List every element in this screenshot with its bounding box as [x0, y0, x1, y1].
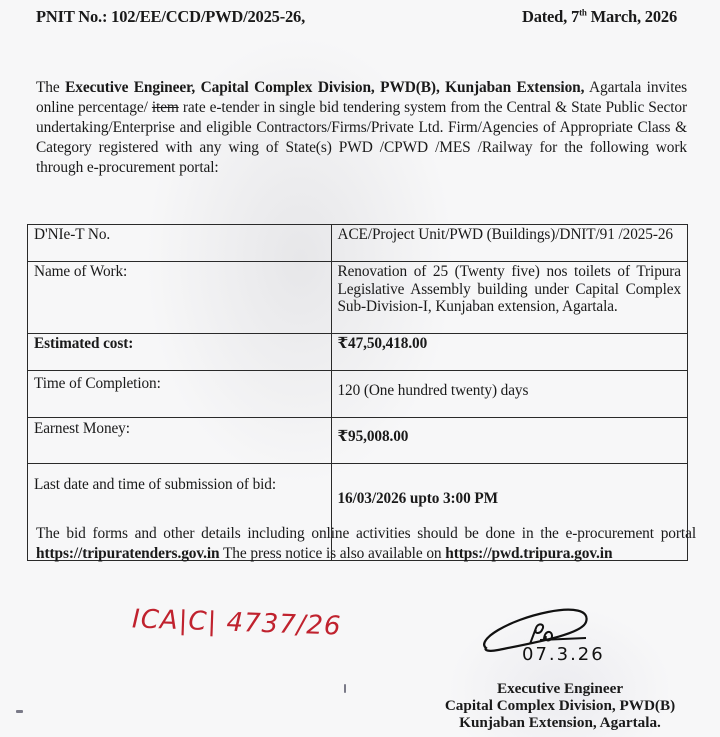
signatory-division: Capital Complex Division, PWD(B): [444, 697, 676, 714]
scan-speck: [344, 684, 346, 693]
struck-word: item: [151, 99, 179, 116]
completion-time-value: 120 (One hundred twenty) days: [331, 371, 688, 418]
row-label: Earnest Money:: [28, 418, 332, 464]
pnit-reference: [36, 7, 305, 27]
signatory-designation: Executive Engineer: [496, 680, 624, 697]
table-row: [28, 418, 688, 464]
handwritten-reference-number: ICA|C| 4737/26: [131, 604, 343, 642]
estimated-cost-value: ₹47,50,418.00: [331, 334, 688, 371]
tender-details-table: [27, 224, 688, 561]
signatory-location: Kunjaban Extension, Agartala.: [459, 714, 661, 731]
work-name-value: Renovation of 25 (Twenty five) nos toilets of Tripura Legislative Assembly building under Capital Complex Sub-Division-I, Kunjaban extension, Agartala.: [331, 262, 688, 334]
table-row: [28, 225, 688, 262]
pnit-number: 102/EE/CCD/PWD/2025-26,: [111, 7, 306, 26]
row-label: Name of Work:: [28, 262, 332, 334]
pnit-label: PNIT No.:: [36, 7, 108, 26]
footer-text: The press notice is also available on: [219, 545, 446, 562]
row-label: D'NIe-T No.: [28, 225, 332, 262]
table-row: [28, 371, 688, 418]
issuing-authority: Executive Engineer, Capital Complex Division, PWD(B), Kunjaban Extension,: [65, 79, 585, 96]
intro-text: rate e-tender in single bid tendering system from the Central & State Public Sector undertaking/Enterprise and eligible Contractors/Firms/Private Ltd. Firm/Agencies of Appropriate Class & Category registered with any wing of State(s) PWD /CPWD /MES /Railway for the following work through e-procurement portal:: [36, 99, 687, 176]
notice-date: [522, 7, 677, 27]
date-prefix: Dated, 7: [522, 7, 580, 26]
scan-speck: [16, 710, 23, 713]
pwd-website-link[interactable]: https://pwd.tripura.gov.in: [445, 545, 613, 562]
date-ordinal: th: [579, 7, 587, 18]
signatory-block: [410, 680, 710, 731]
tender-portal-link[interactable]: https://tripuratenders.gov.in: [36, 545, 220, 562]
intro-text: The: [36, 79, 66, 96]
dnit-number-value: ACE/Project Unit/PWD (Buildings)/DNIT/91 /2025-26: [331, 225, 688, 262]
table-row: [28, 262, 688, 334]
date-rest: March, 2026: [586, 7, 677, 26]
earnest-money-value: ₹95,008.00: [331, 418, 688, 464]
intro-text: Agartala invites online percentage/: [36, 79, 687, 116]
footer-paragraph: [36, 524, 696, 564]
signature-date: 07.3.26: [522, 644, 605, 665]
footer-text: The bid forms and other details including online activities should be done in the e-procurement portal: [36, 525, 696, 542]
table-row: [28, 334, 688, 371]
row-label: Estimated cost:: [28, 334, 332, 371]
intro-paragraph: [36, 78, 687, 178]
row-label: Last date and time of submission of bid:: [28, 464, 332, 561]
row-label: Time of Completion:: [28, 371, 332, 418]
submission-deadline-value: 16/03/2026 upto 3:00 PM: [331, 464, 688, 561]
